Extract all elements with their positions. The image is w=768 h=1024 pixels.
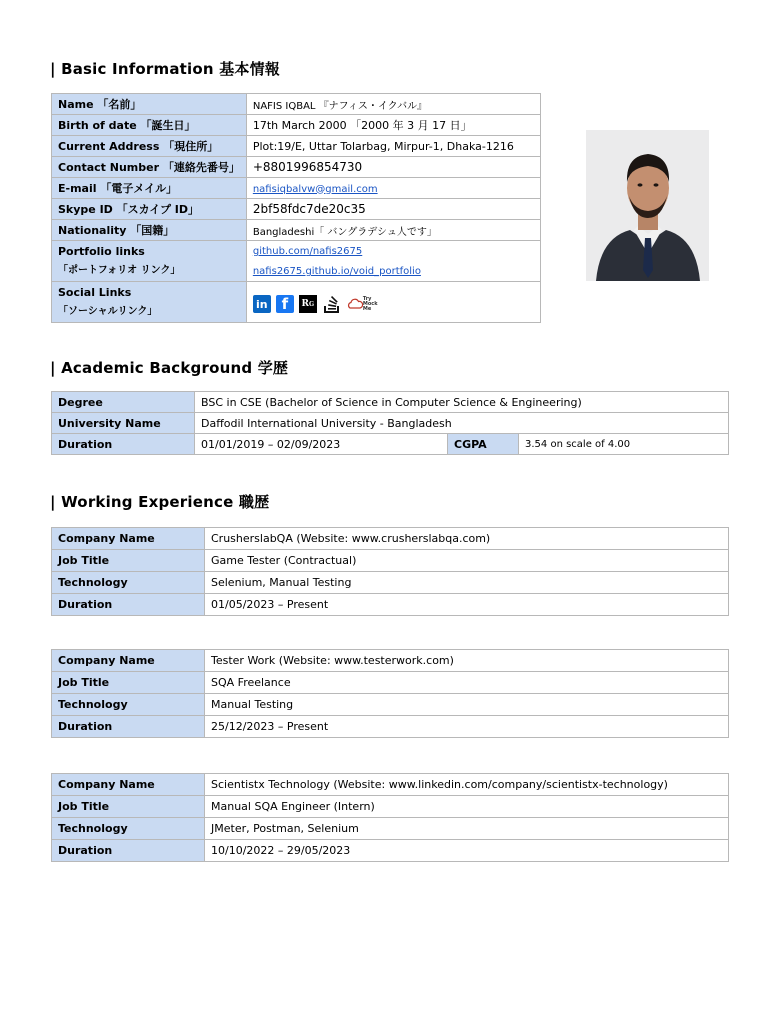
table-row: [52, 528, 729, 550]
table-row: [52, 672, 729, 694]
table-row: [52, 157, 541, 178]
skype-value: 2bf58fdc7de20c35: [246, 199, 540, 220]
birth-label: Birth of date 「誕生日」: [52, 115, 247, 136]
table-row: [52, 650, 729, 672]
profile-photo: [586, 130, 709, 281]
duration-label: Duration: [52, 594, 205, 616]
duration-value: 01/01/2019 – 02/09/2023: [195, 434, 448, 455]
section-title-basic: | Basic Information 基本情報: [50, 60, 280, 78]
work-table-3: [51, 773, 729, 862]
table-row: [52, 550, 729, 572]
company-value: Tester Work (Website: www.testerwork.com): [205, 650, 729, 672]
table-row: [52, 282, 541, 323]
trymockme-line3: Me: [362, 305, 372, 312]
trymockme-line2: Mock: [362, 300, 378, 307]
table-row: [52, 434, 729, 455]
section-title-work: | Working Experience 職歴: [50, 493, 270, 511]
job-title-value: Game Tester (Contractual): [205, 550, 729, 572]
degree-label: Degree: [52, 392, 195, 413]
nationality-label: Nationality 「国籍」: [52, 220, 247, 241]
table-row: [52, 716, 729, 738]
portfolio-link-github[interactable]: github.com/nafis2675: [252, 246, 363, 257]
researchgate-letter: R: [301, 299, 310, 309]
contact-value: +8801996854730: [246, 157, 540, 178]
duration-value: 01/05/2023 – Present: [205, 594, 729, 616]
table-row: [52, 178, 541, 199]
researchgate-icon[interactable]: R G: [299, 295, 317, 313]
cgpa-label: CGPA: [448, 434, 519, 455]
technology-value: Selenium, Manual Testing: [205, 572, 729, 594]
skype-label: Skype ID 「スカイプ ID」: [52, 199, 247, 220]
work-table-1: [51, 527, 729, 616]
social-icons: [253, 290, 534, 314]
section-title-academic: | Academic Background 学歴: [50, 359, 289, 377]
social-label-line2: 「ソーシャルリンク」: [58, 306, 158, 317]
nationality-value: Bangladeshi「 バングラデシュ人です」: [246, 220, 540, 241]
table-row: [52, 241, 541, 282]
company-label: Company Name: [52, 774, 205, 796]
trymockme-line1: Try: [362, 295, 372, 302]
address-value: Plot:19/E, Uttar Tolarbag, Mirpur-1, Dhaka-1216: [246, 136, 540, 157]
table-row: [52, 694, 729, 716]
company-label: Company Name: [52, 650, 205, 672]
table-row: [52, 774, 729, 796]
name-label: Name 「名前」: [52, 94, 247, 115]
technology-label: Technology: [52, 818, 205, 840]
table-row: [52, 392, 729, 413]
table-row: [52, 572, 729, 594]
email-label: E-mail 「電子メイル」: [52, 178, 247, 199]
duration-value: 10/10/2022 – 29/05/2023: [205, 840, 729, 862]
name-value: NAFIS IQBAL 『ナフィス・イクバル』: [246, 94, 540, 115]
table-row: [52, 199, 541, 220]
technology-label: Technology: [52, 694, 205, 716]
job-title-label: Job Title: [52, 672, 205, 694]
linkedin-icon[interactable]: in: [253, 295, 271, 313]
portfolio-link-site[interactable]: nafis2675.github.io/void_portfolio: [252, 266, 421, 277]
table-row: [52, 818, 729, 840]
duration-value: 25/12/2023 – Present: [205, 716, 729, 738]
birth-value: 17th March 2000 「2000 年 3 月 17 日」: [246, 115, 540, 136]
academic-table: [51, 391, 729, 455]
address-label: Current Address 「現住所」: [52, 136, 247, 157]
company-value: Scientistx Technology (Website: www.linkedin.com/company/scientistx-technology): [205, 774, 729, 796]
table-row: [52, 220, 541, 241]
university-label: University Name: [52, 413, 195, 434]
facebook-icon[interactable]: f: [276, 295, 294, 313]
duration-label: Duration: [52, 840, 205, 862]
social-label-line1: Social Links: [58, 286, 132, 299]
portfolio-label-line2: 「ポートフォリオ リンク」: [58, 265, 181, 276]
company-value: CrusherslabQA (Website: www.crusherslabqa.com): [205, 528, 729, 550]
contact-label: Contact Number 「連絡先番号」: [52, 157, 247, 178]
portfolio-label-line1: Portfolio links: [58, 245, 145, 258]
job-title-label: Job Title: [52, 796, 205, 818]
cgpa-value: 3.54 on scale of 4.00: [519, 434, 729, 455]
social-label: [52, 282, 247, 323]
job-title-value: SQA Freelance: [205, 672, 729, 694]
cloud-icon: [347, 297, 363, 311]
email-link[interactable]: nafisiqbalvw@gmail.com: [252, 183, 378, 195]
table-row: [52, 594, 729, 616]
technology-value: JMeter, Postman, Selenium: [205, 818, 729, 840]
basic-info-table: [51, 93, 541, 323]
job-title-value: Manual SQA Engineer (Intern): [205, 796, 729, 818]
trymockme-icon[interactable]: [347, 297, 378, 312]
table-row: [52, 796, 729, 818]
table-row: [52, 136, 541, 157]
table-row: [52, 115, 541, 136]
company-label: Company Name: [52, 528, 205, 550]
job-title-label: Job Title: [52, 550, 205, 572]
table-row: [52, 840, 729, 862]
duration-label: Duration: [52, 716, 205, 738]
stackoverflow-icon[interactable]: [322, 294, 342, 314]
technology-value: Manual Testing: [205, 694, 729, 716]
portfolio-label: [52, 241, 247, 282]
degree-value: BSC in CSE (Bachelor of Science in Computer Science & Engineering): [195, 392, 729, 413]
university-value: Daffodil International University - Bangladesh: [195, 413, 729, 434]
technology-label: Technology: [52, 572, 205, 594]
work-table-2: [51, 649, 729, 738]
duration-label: Duration: [52, 434, 195, 455]
table-row: [52, 413, 729, 434]
table-row: [52, 94, 541, 115]
